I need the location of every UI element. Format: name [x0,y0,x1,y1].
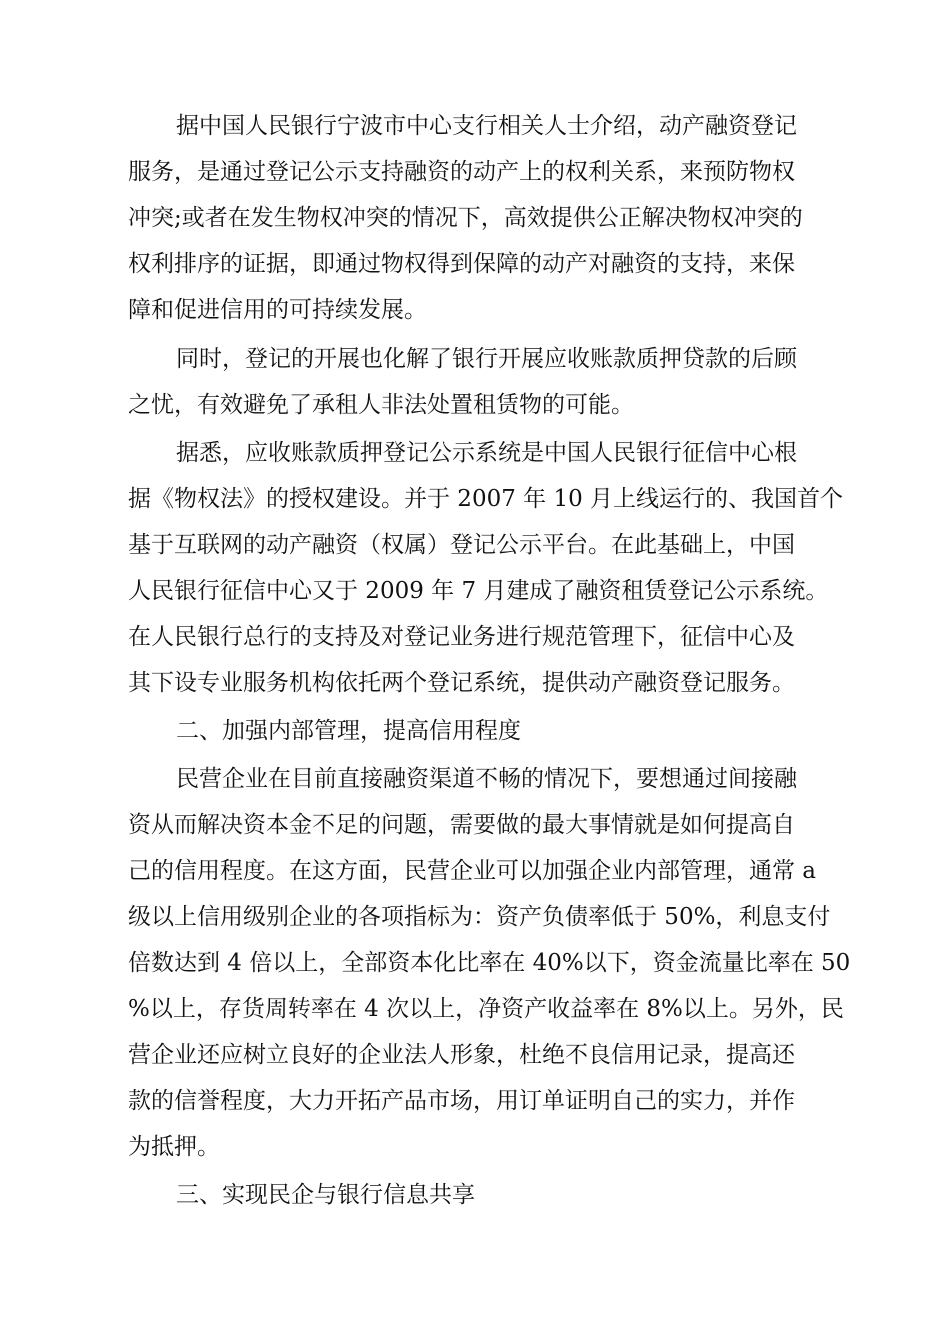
text-line: 据中国人民银行宁波市中心支行相关人士介绍，动产融资登记 [176,113,797,139]
text-line: 营企业还应树立良好的企业法人形象，杜绝不良信用记录，提高还 [128,1042,795,1068]
text-line: 民营企业在目前直接融资渠道不畅的情况下，要想通过间接融 [176,766,797,792]
text-line: 同时，登记的开展也化解了银行开展应收账款质押贷款的后顾 [176,346,797,372]
text-line: 之忧，有效避免了承租人非法处置租赁物的可能。 [128,392,634,418]
text-line: 人民银行征信中心又于 2009 年 7 月建成了融资租赁登记公示系统。 [128,578,829,604]
text-line: 为抵押。 [128,1134,220,1160]
text-line: 己的信用程度。在这方面，民营企业可以加强企业内部管理，通常 a [128,858,817,884]
text-line: 基于互联网的动产融资（权属）登记公示平台。在此基础上，中国 [128,532,795,558]
heading-text: 三、实现民企与银行信息共享 [176,1182,475,1208]
text-line: 级以上信用级别企业的各项指标为：资产负债率低于 50%，利息支付 [128,904,831,930]
text-line: 冲突;或者在发生物权冲突的情况下，高效提供公正解决物权冲突的 [128,205,803,231]
heading-text: 二、加强内部管理，提高信用程度 [176,718,521,744]
text-line: 倍数达到 4 倍以上，全部资本化比率在 40%以下，资金流量比率在 50 [128,950,851,976]
text-line: 据悉，应收账款质押登记公示系统是中国人民银行征信中心根 [176,440,797,466]
text-line: 其下设专业服务机构依托两个登记系统，提供动产融资登记服务。 [128,670,795,696]
text-line: 在人民银行总行的支持及对登记业务进行规范管理下，征信中心及 [128,624,795,650]
text-line: %以上，存货周转率在 4 次以上，净资产收益率在 8%以上。另外，民 [128,996,844,1022]
text-line: 资从而解决资本金不足的问题，需要做的最大事情就是如何提高自 [128,812,795,838]
text-line: 障和促进信用的可持续发展。 [128,297,427,323]
text-line: 权利排序的证据，即通过物权得到保障的动产对融资的支持，来保 [128,251,795,277]
text-line: 据《物权法》的授权建设。并于 2007 年 10 月上线运行的、我国首个 [128,486,844,512]
text-line: 服务，是通过登记公示支持融资的动产上的权利关系，来预防物权 [128,159,795,185]
text-line: 款的信誉程度，大力开拓产品市场，用订单证明自己的实力，并作 [128,1088,795,1114]
